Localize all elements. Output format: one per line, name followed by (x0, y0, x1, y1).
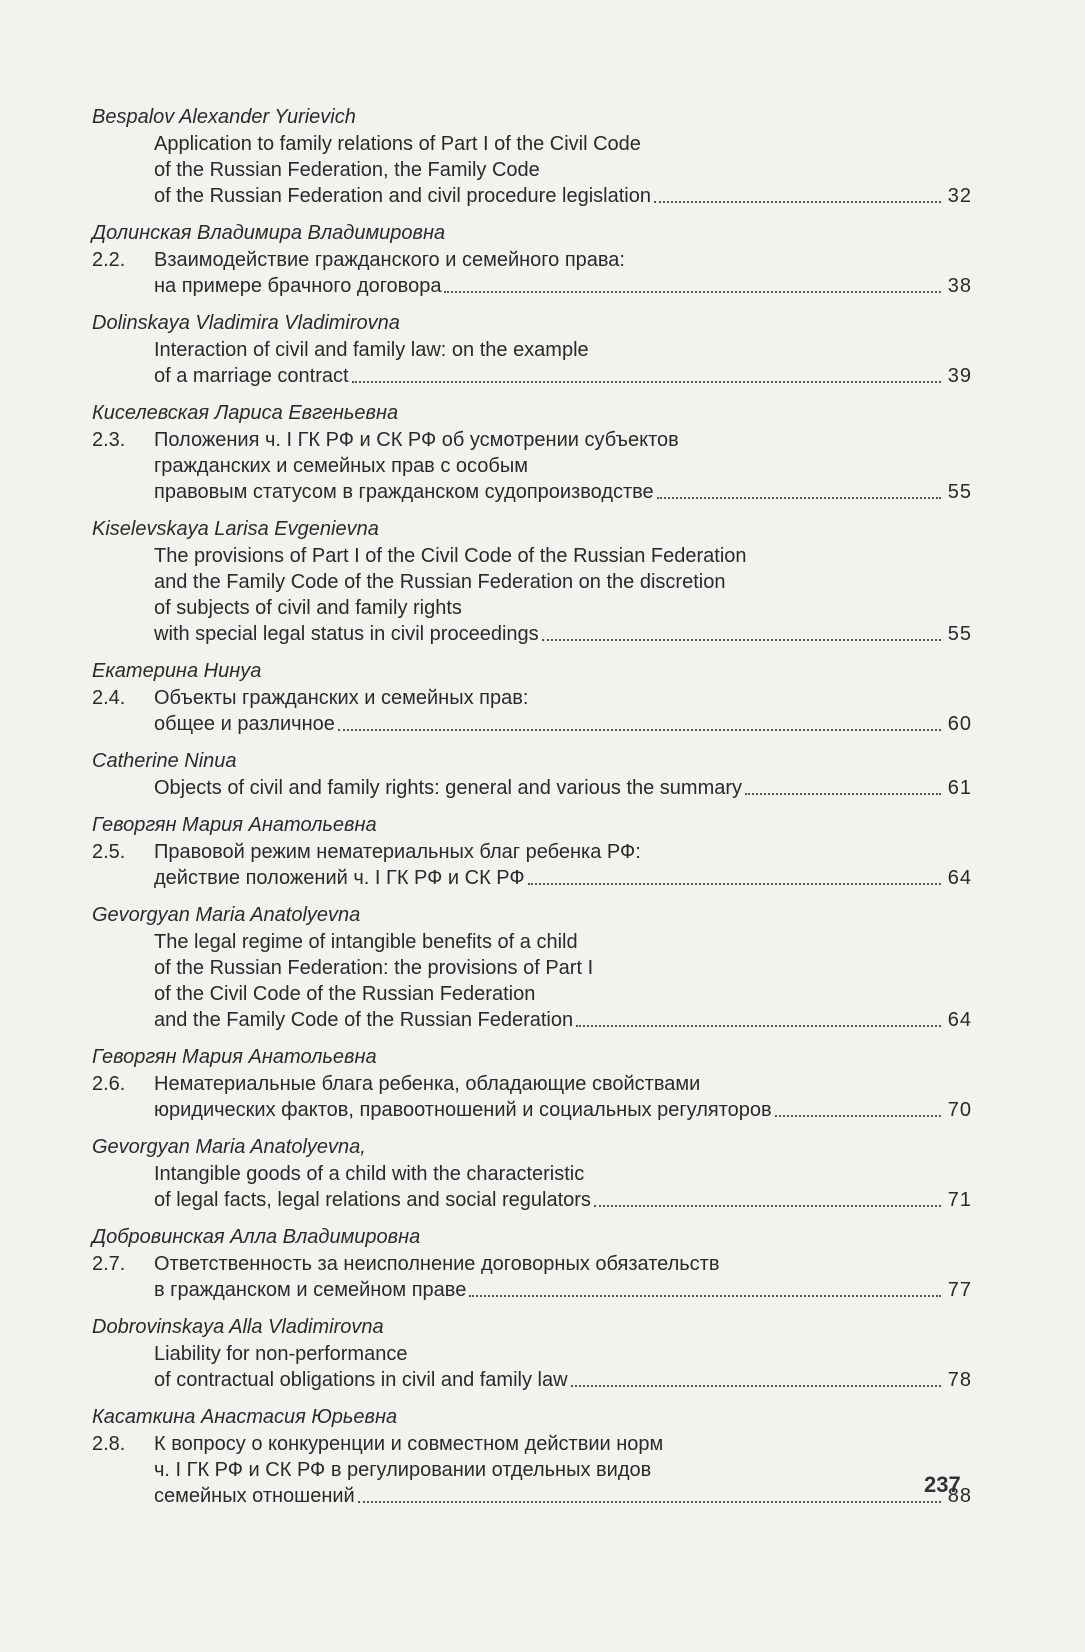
toc-author: Касаткина Анастасия Юрьевна (92, 1406, 398, 1428)
toc-item (92, 543, 972, 647)
dot-leader (358, 1501, 941, 1503)
toc-author: Добровинская Алла Владимировна (92, 1226, 421, 1248)
toc-entry (92, 748, 972, 801)
toc-entry (92, 400, 972, 505)
dot-leader (745, 793, 941, 795)
section-number: 2.5. (92, 841, 126, 863)
title-line (154, 1007, 972, 1033)
title-line: К вопросу о конкуренции и совместном действии норм (154, 1433, 664, 1455)
page-ref: 38 (947, 275, 972, 297)
entry-title (154, 685, 972, 737)
title-line-text: юридических фактов, правоотношений и социальных регуляторов (154, 1099, 772, 1121)
title-line: ч. I ГК РФ и СК РФ в регулировании отдельных видов (154, 1459, 652, 1481)
toc-author: Catherine Ninua (92, 750, 237, 772)
entry-title (154, 1251, 972, 1303)
page-ref: 71 (947, 1189, 972, 1211)
toc-item (92, 1161, 972, 1213)
page-ref: 70 (947, 1099, 972, 1121)
title-line (154, 1277, 972, 1303)
title-line-text: of contractual obligations in civil and family law (154, 1369, 568, 1391)
title-line-text: of a marriage contract (154, 365, 349, 387)
title-line-text: действие положений ч. I ГК РФ и СК РФ (154, 867, 525, 889)
title-line (154, 363, 972, 389)
section-number: 2.7. (92, 1253, 126, 1275)
dot-leader (657, 497, 941, 499)
title-line-text: and the Family Code of the Russian Federation (154, 1009, 574, 1031)
title-line (154, 479, 972, 505)
title-line: The legal regime of intangible benefits of a child (154, 931, 578, 953)
table-of-contents (92, 104, 972, 1520)
toc-author: Dobrovinskaya Alla Vladimirovna (92, 1316, 384, 1338)
title-line-text: Objects of civil and family rights: general and various the summary (154, 777, 743, 799)
toc-item (92, 337, 972, 389)
title-line (154, 1097, 972, 1123)
entry-title (154, 1341, 972, 1393)
toc-item (92, 427, 972, 505)
toc-item (92, 1431, 972, 1509)
toc-item (92, 131, 972, 209)
toc-author: Долинская Владимира Владимировна (92, 222, 446, 244)
toc-item (92, 1251, 972, 1303)
toc-author: Bespalov Alexander Yurievich (92, 106, 356, 128)
title-line (154, 711, 972, 737)
toc-entry (92, 1314, 972, 1393)
page-ref: 32 (947, 185, 972, 207)
title-line (154, 1187, 972, 1213)
title-line-text: на примере брачного договора (154, 275, 442, 297)
toc-author: Dolinskaya Vladimira Vladimirovna (92, 312, 400, 334)
toc-item (92, 775, 972, 801)
dot-leader (542, 639, 941, 641)
toc-entry (92, 1044, 972, 1123)
toc-author: Киселевская Лариса Евгеньевна (92, 402, 399, 424)
section-number: 2.8. (92, 1433, 126, 1455)
dot-leader (444, 291, 941, 293)
section-number: 2.3. (92, 429, 126, 451)
toc-author: Gevorgyan Maria Anatolyevna (92, 904, 361, 926)
entry-title (154, 1431, 972, 1509)
page-ref: 55 (947, 623, 972, 645)
toc-author: Геворгян Мария Анатольевна (92, 1046, 377, 1068)
dot-leader (338, 729, 941, 731)
title-line: of the Civil Code of the Russian Federation (154, 983, 536, 1005)
title-line: Application to family relations of Part I of the Civil Code (154, 133, 641, 155)
title-line: Intangible goods of a child with the characteristic (154, 1163, 585, 1185)
entry-title (154, 839, 972, 891)
page-ref: 77 (947, 1279, 972, 1301)
title-line (154, 273, 972, 299)
title-line-text: of the Russian Federation and civil procedure legislation (154, 185, 651, 207)
title-line: of subjects of civil and family rights (154, 597, 462, 619)
entry-title (154, 929, 972, 1033)
title-line (154, 1483, 972, 1509)
title-line: Положения ч. I ГК РФ и СК РФ об усмотрении субъектов (154, 429, 679, 451)
toc-entry (92, 812, 972, 891)
title-line: Ответственность за неисполнение договорных обязательств (154, 1253, 720, 1275)
page-ref: 64 (947, 1009, 972, 1031)
toc-entry (92, 1134, 972, 1213)
toc-item (92, 839, 972, 891)
title-line: Liability for non-performance (154, 1343, 408, 1365)
entry-title (154, 337, 972, 389)
title-line-text: в гражданском и семейном праве (154, 1279, 467, 1301)
title-line: Interaction of civil and family law: on the example (154, 339, 589, 361)
dot-leader (775, 1115, 941, 1117)
title-line-text: общее и различное (154, 713, 335, 735)
section-number: 2.6. (92, 1073, 126, 1095)
toc-entry (92, 1224, 972, 1303)
section-number: 2.2. (92, 249, 126, 271)
title-line: Правовой режим нематериальных благ ребенка РФ: (154, 841, 641, 863)
entry-title (154, 543, 972, 647)
dot-leader (654, 201, 941, 203)
toc-entry (92, 516, 972, 647)
page-ref: 64 (947, 867, 972, 889)
dot-leader (352, 381, 941, 383)
entry-title (154, 131, 972, 209)
toc-entry (92, 902, 972, 1033)
toc-author: Kiselevskaya Larisa Evgenievna (92, 518, 379, 540)
entry-title (154, 427, 972, 505)
title-line-text: of legal facts, legal relations and social regulators (154, 1189, 591, 1211)
page-ref: 60 (947, 713, 972, 735)
title-line: of the Russian Federation: the provisions of Part I (154, 957, 594, 979)
toc-entry (92, 658, 972, 737)
title-line: Объекты гражданских и семейных прав: (154, 687, 529, 709)
toc-author: Екатерина Нинуа (92, 660, 262, 682)
toc-item (92, 685, 972, 737)
dot-leader (571, 1385, 941, 1387)
title-line: Нематериальные блага ребенка, обладающие свойствами (154, 1073, 701, 1095)
dot-leader (469, 1295, 941, 1297)
page-ref: 39 (947, 365, 972, 387)
page-ref: 61 (947, 777, 972, 799)
toc-author: Gevorgyan Maria Anatolyevna, (92, 1136, 366, 1158)
entry-title (154, 247, 972, 299)
toc-entry (92, 220, 972, 299)
section-number: 2.4. (92, 687, 126, 709)
dot-leader (594, 1205, 941, 1207)
title-line (154, 183, 972, 209)
toc-entry (92, 1404, 972, 1509)
title-line: Взаимодействие гражданского и семейного права: (154, 249, 625, 271)
title-line-text: правовым статусом в гражданском судопроизводстве (154, 481, 654, 503)
entry-title (154, 1161, 972, 1213)
title-line-text: with special legal status in civil proceedings (154, 623, 539, 645)
dot-leader (528, 883, 941, 885)
title-line (154, 1367, 972, 1393)
toc-author: Геворгян Мария Анатольевна (92, 814, 377, 836)
title-line: The provisions of Part I of the Civil Code of the Russian Federation (154, 545, 747, 567)
page-ref: 78 (947, 1369, 972, 1391)
entry-title (154, 1071, 972, 1123)
toc-entry (92, 104, 972, 209)
entry-title (154, 775, 972, 801)
title-line: and the Family Code of the Russian Federation on the discretion (154, 571, 726, 593)
toc-item (92, 247, 972, 299)
title-line (154, 775, 972, 801)
page-ref: 55 (947, 481, 972, 503)
title-line (154, 865, 972, 891)
title-line: of the Russian Federation, the Family Code (154, 159, 540, 181)
page-ref: 88 (947, 1485, 972, 1507)
title-line-text: семейных отношений (154, 1485, 355, 1507)
toc-entry (92, 310, 972, 389)
page-number: 237 (924, 1472, 961, 1497)
toc-item (92, 929, 972, 1033)
title-line (154, 621, 972, 647)
toc-item (92, 1341, 972, 1393)
dot-leader (576, 1025, 941, 1027)
toc-item (92, 1071, 972, 1123)
title-line: гражданских и семейных прав с особым (154, 455, 528, 477)
